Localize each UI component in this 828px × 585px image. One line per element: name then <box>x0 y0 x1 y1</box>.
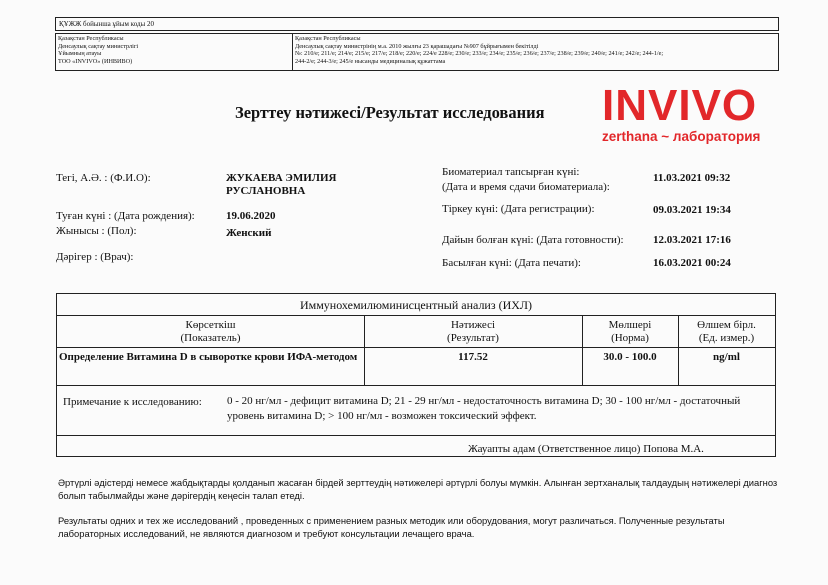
header-table <box>55 33 779 71</box>
org-code: ҚҰЖЖ бойынша ұйым коды 20 <box>55 17 779 31</box>
logo-main-text: INVIVO <box>602 81 758 130</box>
note-label: Примечание к исследованию: <box>63 396 202 408</box>
dob-label: Туған күні : (Дата рождения): <box>56 210 195 222</box>
header-right-line: Денсаулық сақтау министрінің м.а. 2010 жылғы 23 қарашадағы №907 бұйрығымен бекітілді <box>295 42 539 50</box>
header-left-line: ТОО «INVIVO» (ИНВИВО) <box>58 57 133 65</box>
test-norm: 30.0 - 100.0 <box>582 348 678 386</box>
ready-date-label: Дайын болған күні: (Дата готовности): <box>442 234 624 246</box>
print-date-value: 16.03.2021 00:24 <box>653 257 731 269</box>
header-left-line: Қазақстан Республикасы <box>58 35 124 42</box>
note-text: 0 - 20 нг/мл - дефицит витамина D; 21 - 29 нг/мл - недостаточность витамина D; 30 - 100 нг/мл - достаточный уровень витамина D; > 100 нг/мл - возможен токсический эффект. <box>227 395 741 422</box>
test-unit: ng/ml <box>678 348 775 386</box>
column-header-line: Мөлшері <box>608 319 652 331</box>
sex-label: Жынысы : (Пол): <box>56 225 137 237</box>
test-result: 117.52 <box>364 348 582 386</box>
column-header-line: (Результат) <box>447 332 499 344</box>
column-divider <box>364 316 365 386</box>
column-header-line: (Показатель) <box>180 332 241 344</box>
registration-date-label: Тіркеу күні: (Дата регистрации): <box>442 203 595 215</box>
column-header-line: Көрсеткіш <box>185 319 236 331</box>
patient-name-line2: РУСЛАНОВНА <box>226 185 306 197</box>
column-header-line: (Ед. измер.) <box>698 332 755 344</box>
ready-date-value: 12.03.2021 17:16 <box>653 234 731 246</box>
column-header-line: Нәтижесі <box>450 319 496 331</box>
patient-name-line1: ЖУКАЕВА ЭМИЛИЯ <box>226 172 337 184</box>
footer-disclaimer-kz: Әртүрлі әдістерді немесе жабдықтарды қолданып жасаған бірдей зерттеудің нәтижелері әртүрлі болуы мүмкін. Алынған зертханалық талдаудың нәтижелері диагноз болып табылмайды және дәрігердің кеңесін талап етеді. <box>58 477 778 501</box>
sample-date-label-kz: Биоматериал тапсырған күні: <box>442 166 580 178</box>
note-section <box>57 386 775 436</box>
doctor-label: Дәрігер : (Врач): <box>56 251 134 263</box>
column-header-unit <box>678 316 775 348</box>
name-label: Тегі, А.Ә. : (Ф.И.О): <box>56 172 151 184</box>
dob-value: 19.06.2020 <box>226 210 276 222</box>
logo-sub-text: zerthana ~ лаборатория <box>602 129 761 144</box>
responsible-person: Жауапты адам (Ответственное лицо) Попова М.А. <box>468 443 704 455</box>
column-header-line: Өлшем бірл. <box>697 319 756 331</box>
column-divider <box>582 316 583 386</box>
sample-date-label-ru: (Дата и время сдачи биоматериала): <box>442 181 610 193</box>
column-divider <box>678 316 679 386</box>
column-header-result <box>364 316 582 348</box>
sex-value: Женский <box>226 227 272 239</box>
print-date-label: Басылған күні: (Дата печати): <box>442 257 581 269</box>
column-header-indicator <box>57 316 364 348</box>
registration-date-value: 09.03.2021 19:34 <box>653 204 731 216</box>
page-title: Зерттеу нәтижесі/Результат исследования <box>235 103 545 122</box>
header-right-line: Қазақстан Республикасы <box>295 35 361 42</box>
header-left-line: Ұйымның атауы <box>58 50 102 58</box>
header-left <box>56 34 293 70</box>
results-section-title: Иммунохемилюминисцентный анализ (ИХЛ) <box>57 294 775 316</box>
header-right <box>293 34 778 70</box>
invivo-logo <box>602 81 778 144</box>
header-right-line: №: 210/е; 211/е; 214/е; 215/е; 217/е; 218/е; 220/е; 224/е 228/е; 230/е; 233/е; 234/е; 235/е; 236/е; 237/е; 238/е; 239/е; 240/е; 241/е; 242/е; 244-1/е; <box>295 50 664 58</box>
sample-date-value: 11.03.2021 09:32 <box>653 172 731 184</box>
results-table <box>56 293 776 457</box>
test-name: Определение Витамина D в сыворотке крови ИФА-методом <box>57 348 364 386</box>
footer-disclaimer-ru: Результаты одних и тех же исследований , проведенных с применением разных методик или оборудования, могут различаться. Полученные результаты лабораторных исследований, не являются диагнозом и требуют консультации лечащего врача. <box>58 515 725 539</box>
column-header-norm <box>582 316 678 348</box>
column-header-line: (Норма) <box>611 332 649 344</box>
header-left-line: Денсаулық сақтау министрлігі <box>58 42 139 50</box>
header-right-line: 244-2/е; 244-3/е; 245/е нысанды медициналық құжаттама <box>295 57 446 65</box>
